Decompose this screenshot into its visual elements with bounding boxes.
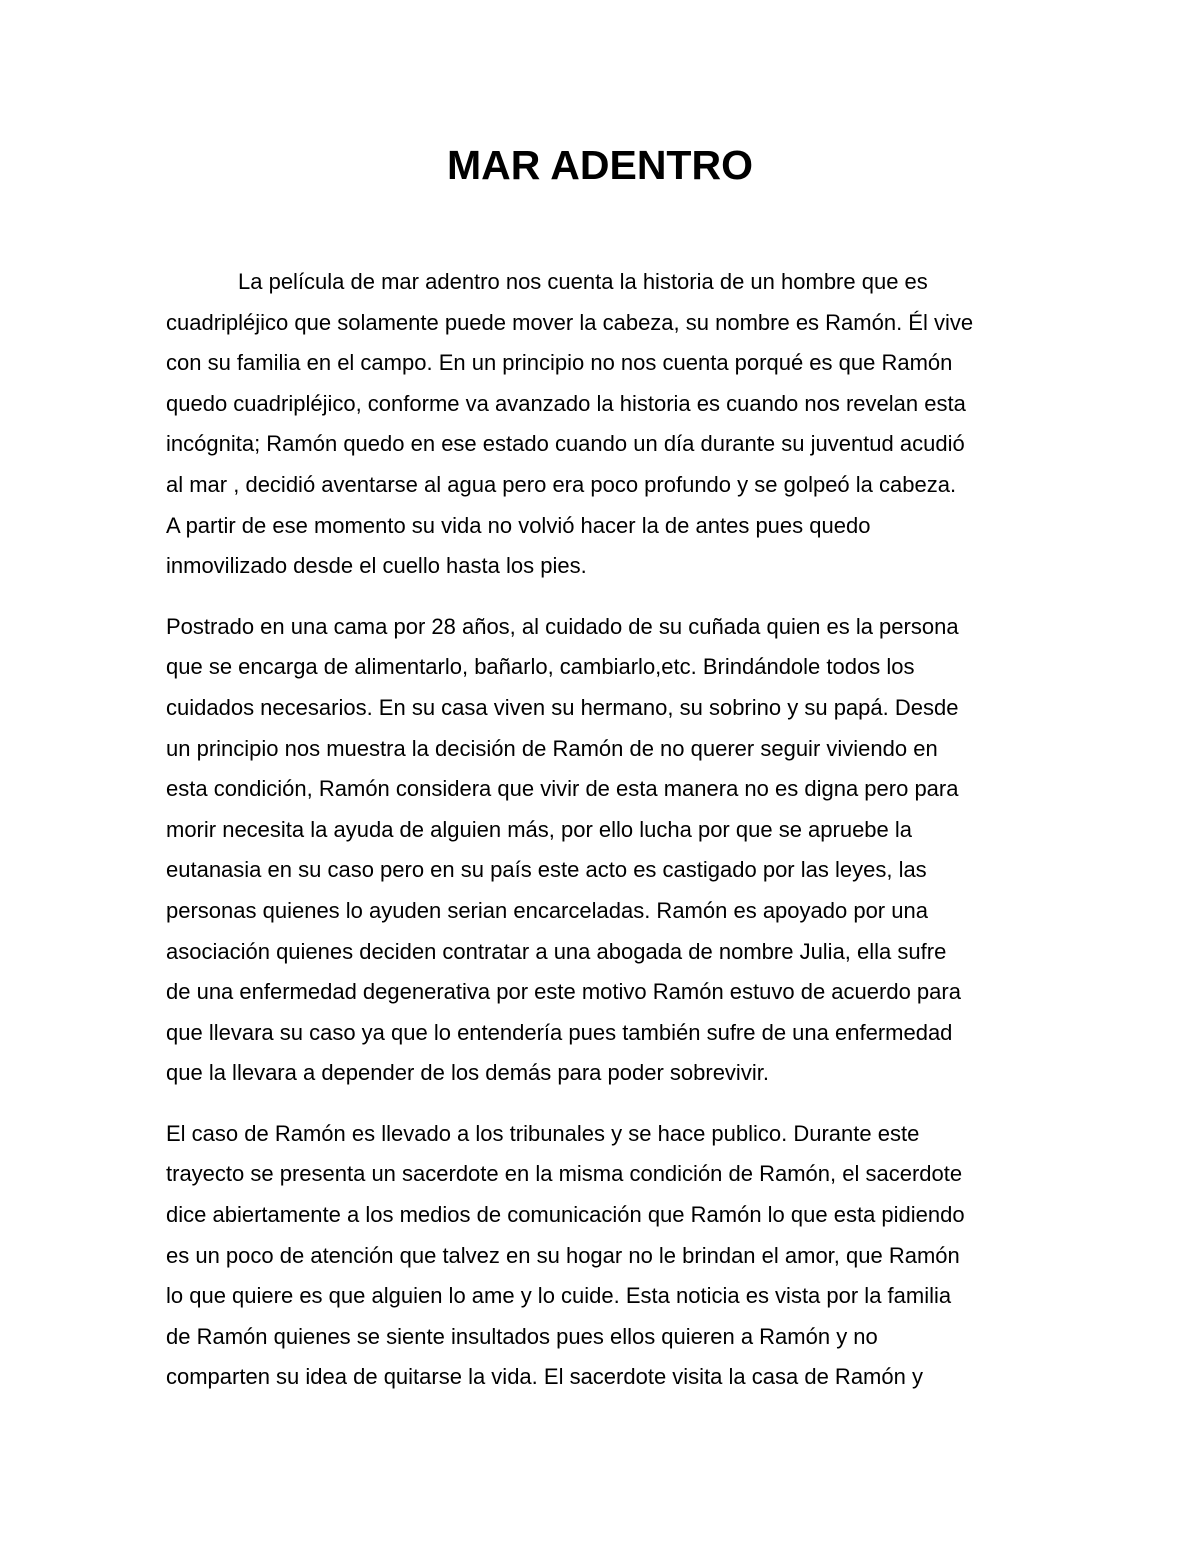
document-title: MAR ADENTRO [447,142,753,188]
paragraph-line: que la llevara a depender de los demás para poder sobrevivir. [166,1060,769,1086]
paragraph-line: morir necesita la ayuda de alguien más, por ello lucha por que se apruebe la [166,816,913,842]
paragraph-line: personas quienes lo ayuden serian encarceladas. Ramón es apoyado por una [166,897,928,923]
paragraph-line: al mar , decidió aventarse al agua pero era poco profundo y se golpeó la cabeza. [166,471,957,497]
paragraph-2 [166,607,1046,1094]
paragraph-line: Postrado en una cama por 28 años, al cuidado de su cuñada quien es la persona [166,613,959,639]
paragraph-line: inmovilizado desde el cuello hasta los pies. [166,553,587,579]
paragraph-line: con su familia en el campo. En un principio no nos cuenta porqué es que Ramón [166,350,953,376]
paragraph-line: dice abiertamente a los medios de comunicación que Ramón lo que esta pidiendo [166,1202,965,1228]
paragraph-line: quedo cuadripléjico, conforme va avanzado la historia es cuando nos revelan esta [166,390,966,416]
paragraph-1 [166,262,1046,587]
paragraph-line: cuidados necesarios. En su casa viven su hermano, su sobrino y su papá. Desde [166,694,959,720]
paragraph-line: que se encarga de alimentarlo, bañarlo, cambiarlo,etc. Brindándole todos los [166,654,915,680]
paragraph-line: asociación quienes deciden contratar a una abogada de nombre Julia, ella sufre [166,938,947,964]
paragraph-line: comparten su idea de quitarse la vida. El sacerdote visita la casa de Ramón y [166,1364,923,1390]
document-body [166,262,1046,1418]
paragraph-line: de una enfermedad degenerativa por este motivo Ramón estuvo de acuerdo para [166,979,961,1005]
paragraph-line: es un poco de atención que talvez en su hogar no le brindan el amor, que Ramón [166,1242,960,1268]
paragraph-line: trayecto se presenta un sacerdote en la misma condición de Ramón, el sacerdote [166,1161,963,1187]
paragraph-line: de Ramón quienes se siente insultados pues ellos quieren a Ramón y no [166,1323,878,1349]
paragraph-line: lo que quiere es que alguien lo ame y lo cuide. Esta noticia es vista por la familia [166,1283,952,1309]
paragraph-line: cuadripléjico que solamente puede mover la cabeza, su nombre es Ramón. Él vive [166,309,974,335]
paragraph-3 [166,1114,1046,1398]
paragraph-line: A partir de ese momento su vida no volvió hacer la de antes pues quedo [166,512,871,538]
paragraph-line: esta condición, Ramón considera que vivir de esta manera no es digna pero para [166,776,959,802]
paragraph-line: La película de mar adentro nos cuenta la historia de un hombre que es [238,269,928,294]
paragraph-line: un principio nos muestra la decisión de Ramón de no querer seguir viviendo en [166,735,938,761]
paragraph-line: que llevara su caso ya que lo entendería pues también sufre de una enfermedad [166,1019,953,1045]
paragraph-line: El caso de Ramón es llevado a los tribunales y se hace publico. Durante este [166,1120,920,1146]
paragraph-line: eutanasia en su caso pero en su país este acto es castigado por las leyes, las [166,857,927,883]
paragraph-line: incógnita; Ramón quedo en ese estado cuando un día durante su juventud acudió [166,431,965,457]
